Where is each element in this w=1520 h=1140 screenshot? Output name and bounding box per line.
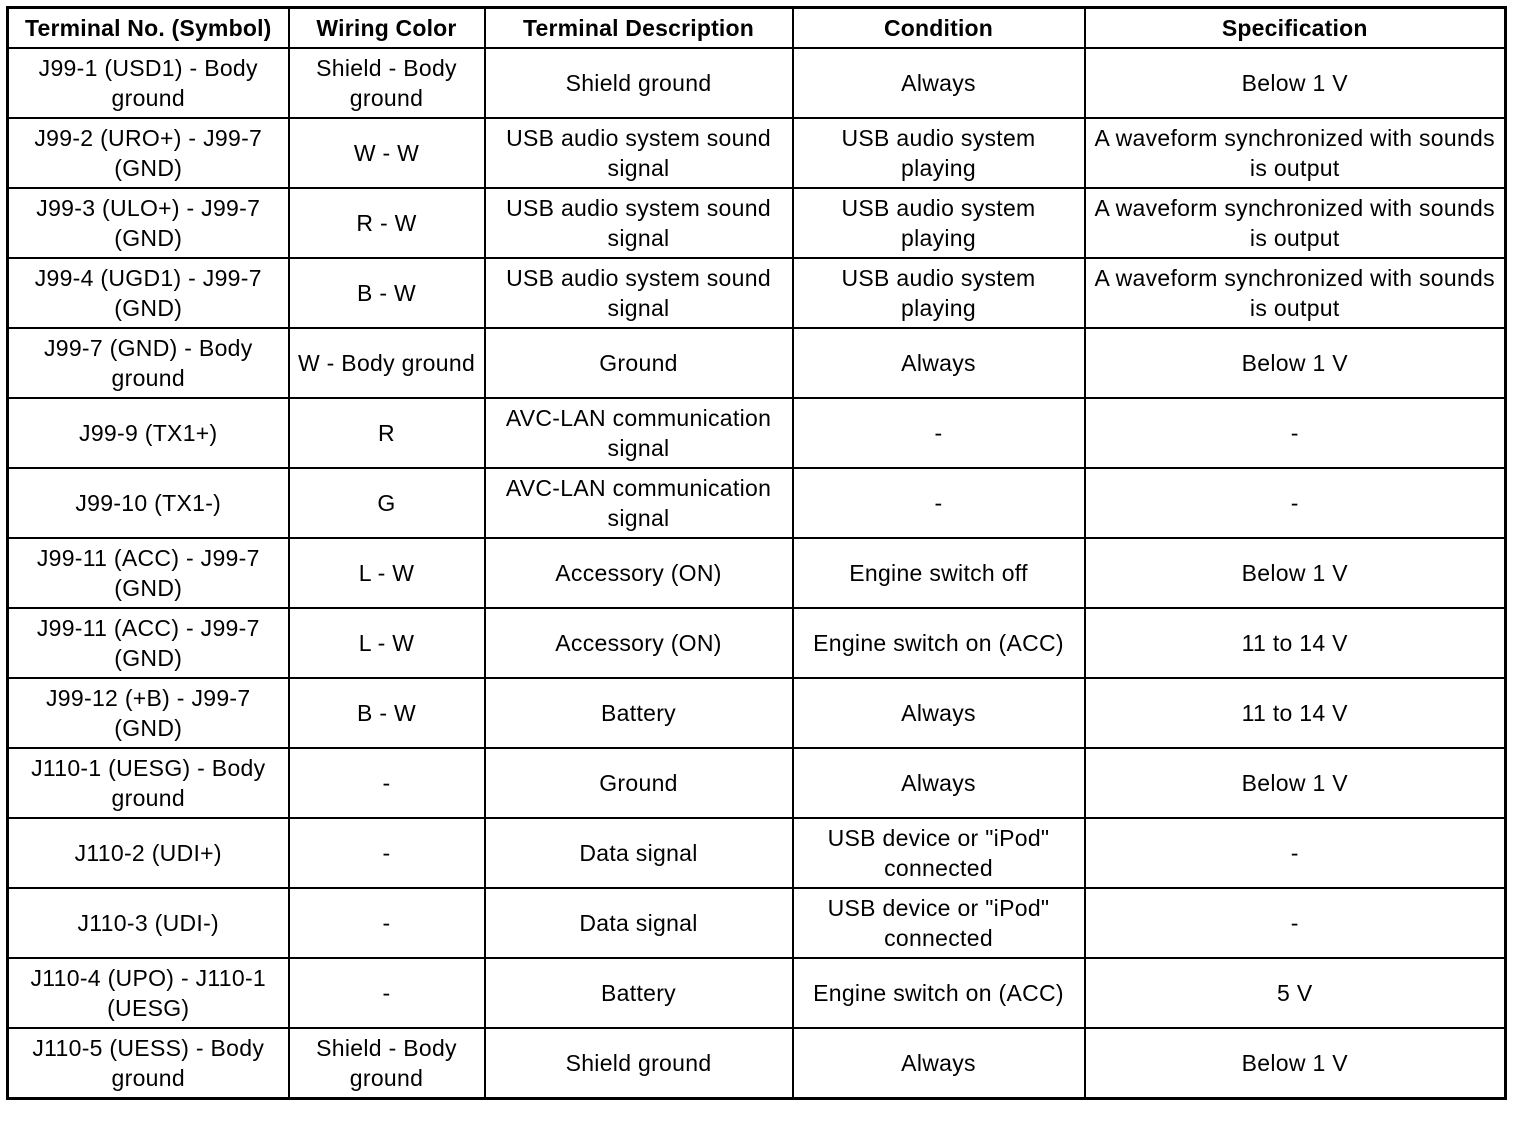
cell-specification: 11 to 14 V (1085, 608, 1506, 678)
cell-description: Ground (485, 748, 793, 818)
cell-terminal: J99-10 (TX1-) (8, 468, 289, 538)
cell-specification: A waveform synchronized with sounds is output (1085, 188, 1506, 258)
cell-description: Data signal (485, 888, 793, 958)
cell-wiring-color: B - W (289, 258, 485, 328)
table-row (8, 678, 1506, 748)
cell-condition: Always (793, 748, 1085, 818)
cell-description: Data signal (485, 818, 793, 888)
cell-specification: 5 V (1085, 958, 1506, 1028)
cell-terminal: J99-2 (URO+) - J99-7 (GND) (8, 118, 289, 188)
cell-wiring-color: Shield - Body ground (289, 1028, 485, 1099)
terminal-spec-sheet (6, 6, 1507, 1100)
cell-wiring-color: - (289, 748, 485, 818)
cell-specification: - (1085, 888, 1506, 958)
cell-specification: 11 to 14 V (1085, 678, 1506, 748)
cell-wiring-color: L - W (289, 538, 485, 608)
cell-terminal: J99-3 (ULO+) - J99-7 (GND) (8, 188, 289, 258)
table-row (8, 118, 1506, 188)
cell-condition: Always (793, 48, 1085, 118)
cell-terminal: J99-7 (GND) - Body ground (8, 328, 289, 398)
cell-wiring-color: R (289, 398, 485, 468)
cell-specification: A waveform synchronized with sounds is output (1085, 118, 1506, 188)
table-header-row (8, 8, 1506, 49)
cell-terminal: J110-3 (UDI-) (8, 888, 289, 958)
cell-condition: - (793, 468, 1085, 538)
cell-specification: - (1085, 398, 1506, 468)
header-terminal-description: Terminal Description (485, 8, 793, 49)
cell-wiring-color: W - W (289, 118, 485, 188)
cell-description: Accessory (ON) (485, 538, 793, 608)
table-row (8, 608, 1506, 678)
cell-condition: Engine switch on (ACC) (793, 958, 1085, 1028)
cell-description: USB audio system sound signal (485, 258, 793, 328)
cell-condition: Always (793, 1028, 1085, 1099)
cell-specification: Below 1 V (1085, 48, 1506, 118)
cell-terminal: J110-5 (UESS) - Body ground (8, 1028, 289, 1099)
cell-terminal: J99-1 (USD1) - Body ground (8, 48, 289, 118)
cell-description: Battery (485, 958, 793, 1028)
cell-wiring-color: L - W (289, 608, 485, 678)
cell-specification: - (1085, 468, 1506, 538)
cell-terminal: J99-9 (TX1+) (8, 398, 289, 468)
table-row (8, 888, 1506, 958)
cell-description: Accessory (ON) (485, 608, 793, 678)
cell-wiring-color: Shield - Body ground (289, 48, 485, 118)
table-row (8, 188, 1506, 258)
cell-condition: USB device or "iPod" connected (793, 888, 1085, 958)
table-row (8, 258, 1506, 328)
cell-condition: - (793, 398, 1085, 468)
header-specification: Specification (1085, 8, 1506, 49)
cell-condition: USB audio system playing (793, 118, 1085, 188)
table-row (8, 398, 1506, 468)
cell-specification: - (1085, 818, 1506, 888)
cell-terminal: J110-4 (UPO) - J110-1 (UESG) (8, 958, 289, 1028)
terminal-table (6, 6, 1507, 1100)
cell-terminal: J99-11 (ACC) - J99-7 (GND) (8, 608, 289, 678)
cell-condition: USB device or "iPod" connected (793, 818, 1085, 888)
header-condition: Condition (793, 8, 1085, 49)
cell-specification: A waveform synchronized with sounds is output (1085, 258, 1506, 328)
header-wiring-color: Wiring Color (289, 8, 485, 49)
cell-wiring-color: G (289, 468, 485, 538)
cell-description: AVC-LAN communication signal (485, 398, 793, 468)
cell-description: USB audio system sound signal (485, 118, 793, 188)
cell-specification: Below 1 V (1085, 1028, 1506, 1099)
cell-wiring-color: - (289, 888, 485, 958)
table-row (8, 1028, 1506, 1099)
cell-condition: Always (793, 678, 1085, 748)
table-row (8, 48, 1506, 118)
cell-terminal: J110-1 (UESG) - Body ground (8, 748, 289, 818)
cell-terminal: J99-12 (+B) - J99-7 (GND) (8, 678, 289, 748)
cell-description: Ground (485, 328, 793, 398)
cell-specification: Below 1 V (1085, 748, 1506, 818)
cell-description: Battery (485, 678, 793, 748)
table-body (8, 48, 1506, 1099)
cell-wiring-color: - (289, 958, 485, 1028)
table-row (8, 748, 1506, 818)
cell-wiring-color: - (289, 818, 485, 888)
table-row (8, 818, 1506, 888)
cell-specification: Below 1 V (1085, 538, 1506, 608)
cell-terminal: J99-4 (UGD1) - J99-7 (GND) (8, 258, 289, 328)
cell-description: Shield ground (485, 48, 793, 118)
cell-condition: USB audio system playing (793, 188, 1085, 258)
cell-condition: Always (793, 328, 1085, 398)
table-row (8, 328, 1506, 398)
table-row (8, 468, 1506, 538)
cell-description: Shield ground (485, 1028, 793, 1099)
cell-wiring-color: W - Body ground (289, 328, 485, 398)
table-row (8, 538, 1506, 608)
header-terminal: Terminal No. (Symbol) (8, 8, 289, 49)
cell-wiring-color: B - W (289, 678, 485, 748)
cell-condition: Engine switch on (ACC) (793, 608, 1085, 678)
cell-wiring-color: R - W (289, 188, 485, 258)
cell-description: USB audio system sound signal (485, 188, 793, 258)
cell-condition: USB audio system playing (793, 258, 1085, 328)
table-row (8, 958, 1506, 1028)
cell-description: AVC-LAN communication signal (485, 468, 793, 538)
cell-condition: Engine switch off (793, 538, 1085, 608)
cell-specification: Below 1 V (1085, 328, 1506, 398)
cell-terminal: J110-2 (UDI+) (8, 818, 289, 888)
cell-terminal: J99-11 (ACC) - J99-7 (GND) (8, 538, 289, 608)
